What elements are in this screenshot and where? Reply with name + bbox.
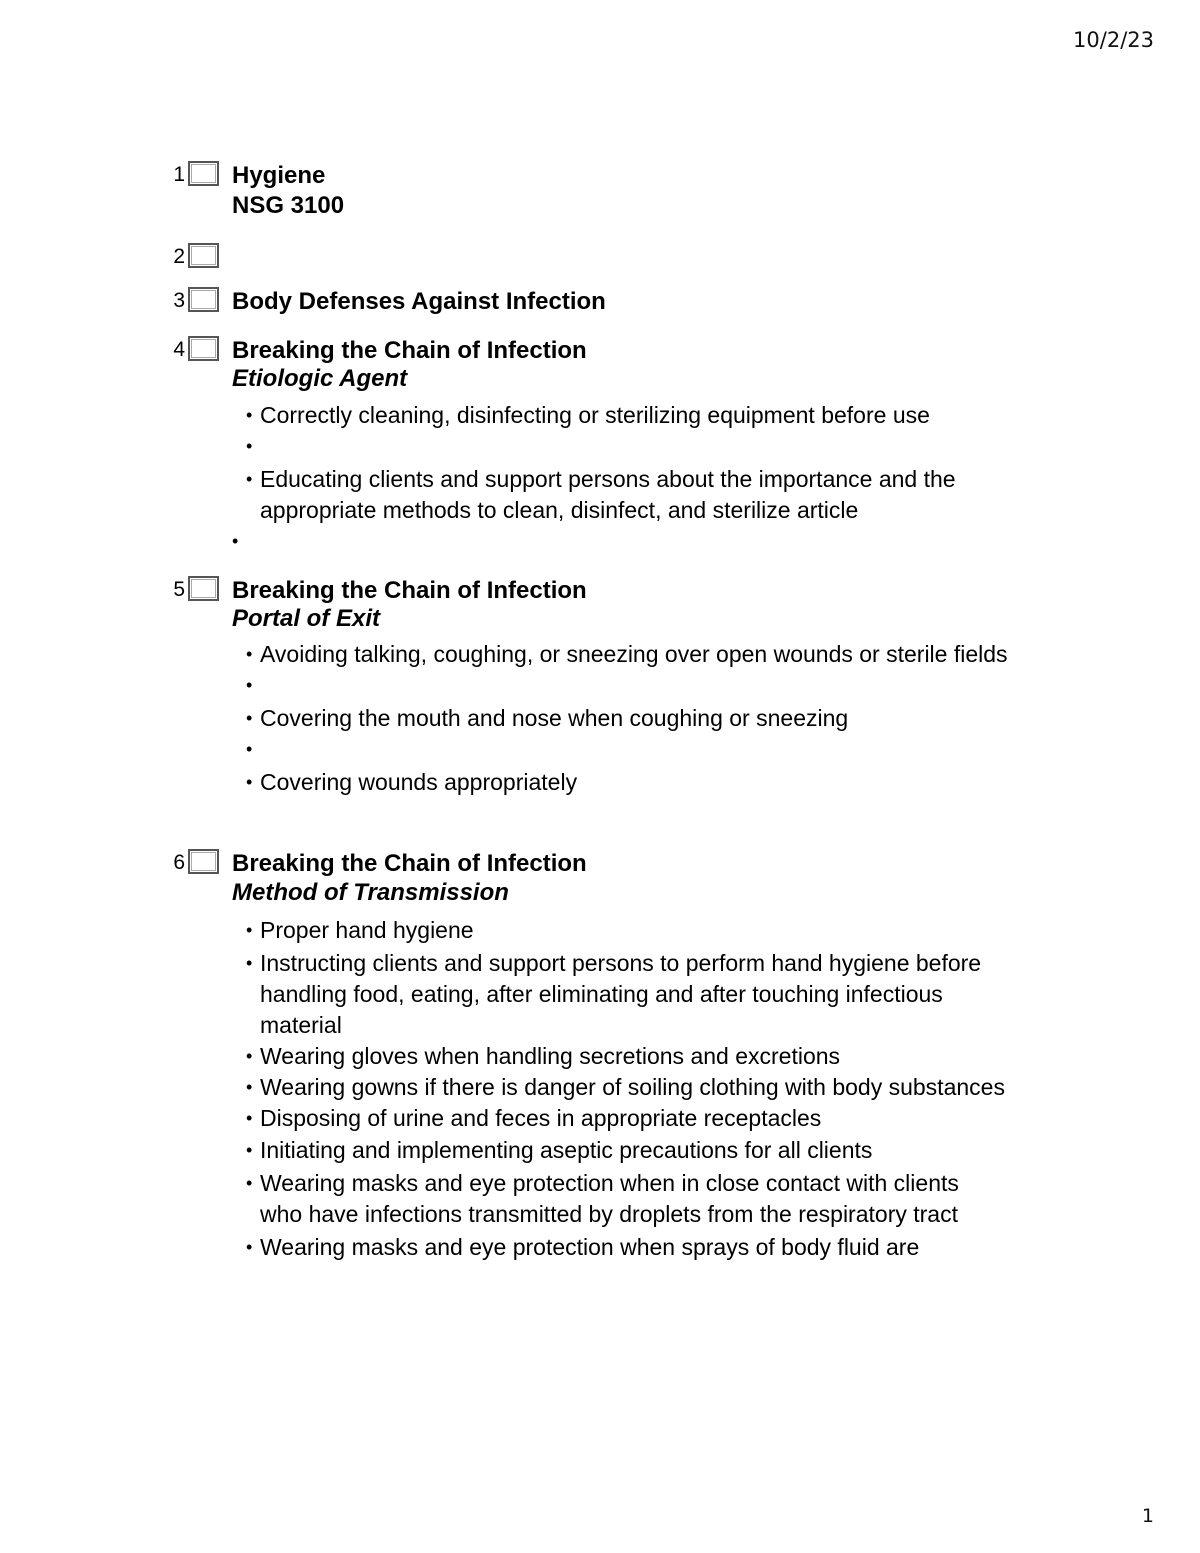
bullet-item: • Covering wounds appropriately <box>246 767 1046 798</box>
bullet-item: • Wearing gloves when handling secretions and excretions <box>246 1041 1006 1072</box>
bullet-list <box>246 915 1006 1263</box>
slide-subtitle: Etiologic Agent <box>232 365 408 392</box>
slide-number: 1 <box>173 163 185 186</box>
slide-thumbnail[interactable] <box>188 576 219 601</box>
slide-thumbnail[interactable] <box>188 287 219 312</box>
bullet-item: • Wearing masks and eye protection when in close contact with clients who have infections transmitted by droplets from the respiratory tract <box>246 1168 1006 1230</box>
bullet-item: • Wearing gowns if there is danger of soiling clothing with body substances <box>246 1072 1006 1103</box>
slide-title: Body Defenses Against Infection <box>232 288 606 315</box>
print-date: 10/2/23 <box>1073 28 1154 52</box>
slide-number: 5 <box>173 578 185 601</box>
slide-thumbnail[interactable] <box>188 161 219 186</box>
slide-thumbnail[interactable] <box>188 243 219 268</box>
bullet-item: • Covering the mouth and nose when coughing or sneezing <box>246 703 1046 734</box>
bullet-item: • Avoiding talking, coughing, or sneezing over open wounds or sterile fields <box>246 639 1046 670</box>
bullet-item: • Instructing clients and support persons to perform hand hygiene before handling food, eating, after eliminating and after touching infectious material <box>246 948 1006 1041</box>
bullet-list <box>246 400 1046 559</box>
slide-number: 6 <box>173 851 185 874</box>
bullet-item: • Educating clients and support persons about the importance and the appropriate methods to clean, disinfect, and sterilize article <box>246 464 1046 526</box>
bullet-item: • Disposing of urine and feces in appropriate receptacles <box>246 1103 1006 1134</box>
slide-title: Breaking the Chain of Infection <box>232 337 587 364</box>
page-number: 1 <box>1141 1505 1154 1527</box>
bullet-item-empty <box>246 431 1046 464</box>
slide-title: Hygiene NSG 3100 <box>232 162 345 219</box>
slide-number: 4 <box>173 338 185 361</box>
slide-subtitle: Method of Transmission <box>232 879 509 906</box>
slide-title: Breaking the Chain of Infection <box>232 850 587 877</box>
bullet-item-empty <box>246 670 1046 703</box>
slide-subtitle: Portal of Exit <box>232 605 381 632</box>
bullet-item: • Correctly cleaning, disinfecting or sterilizing equipment before use <box>246 400 1046 431</box>
slide-thumbnail[interactable] <box>188 849 219 874</box>
slide-thumbnail[interactable] <box>188 336 219 361</box>
bullet-item-empty <box>232 526 1046 559</box>
bullet-item-empty <box>246 734 1046 767</box>
slide-number: 3 <box>173 289 185 312</box>
bullet-item: • Wearing masks and eye protection when sprays of body fluid are <box>246 1232 1006 1263</box>
bullet-list <box>246 639 1046 798</box>
slide-title: Breaking the Chain of Infection <box>232 577 587 604</box>
bullet-item: • Proper hand hygiene <box>246 915 1006 946</box>
bullet-item: • Initiating and implementing aseptic precautions for all clients <box>246 1135 1006 1166</box>
slide-number: 2 <box>173 245 185 268</box>
